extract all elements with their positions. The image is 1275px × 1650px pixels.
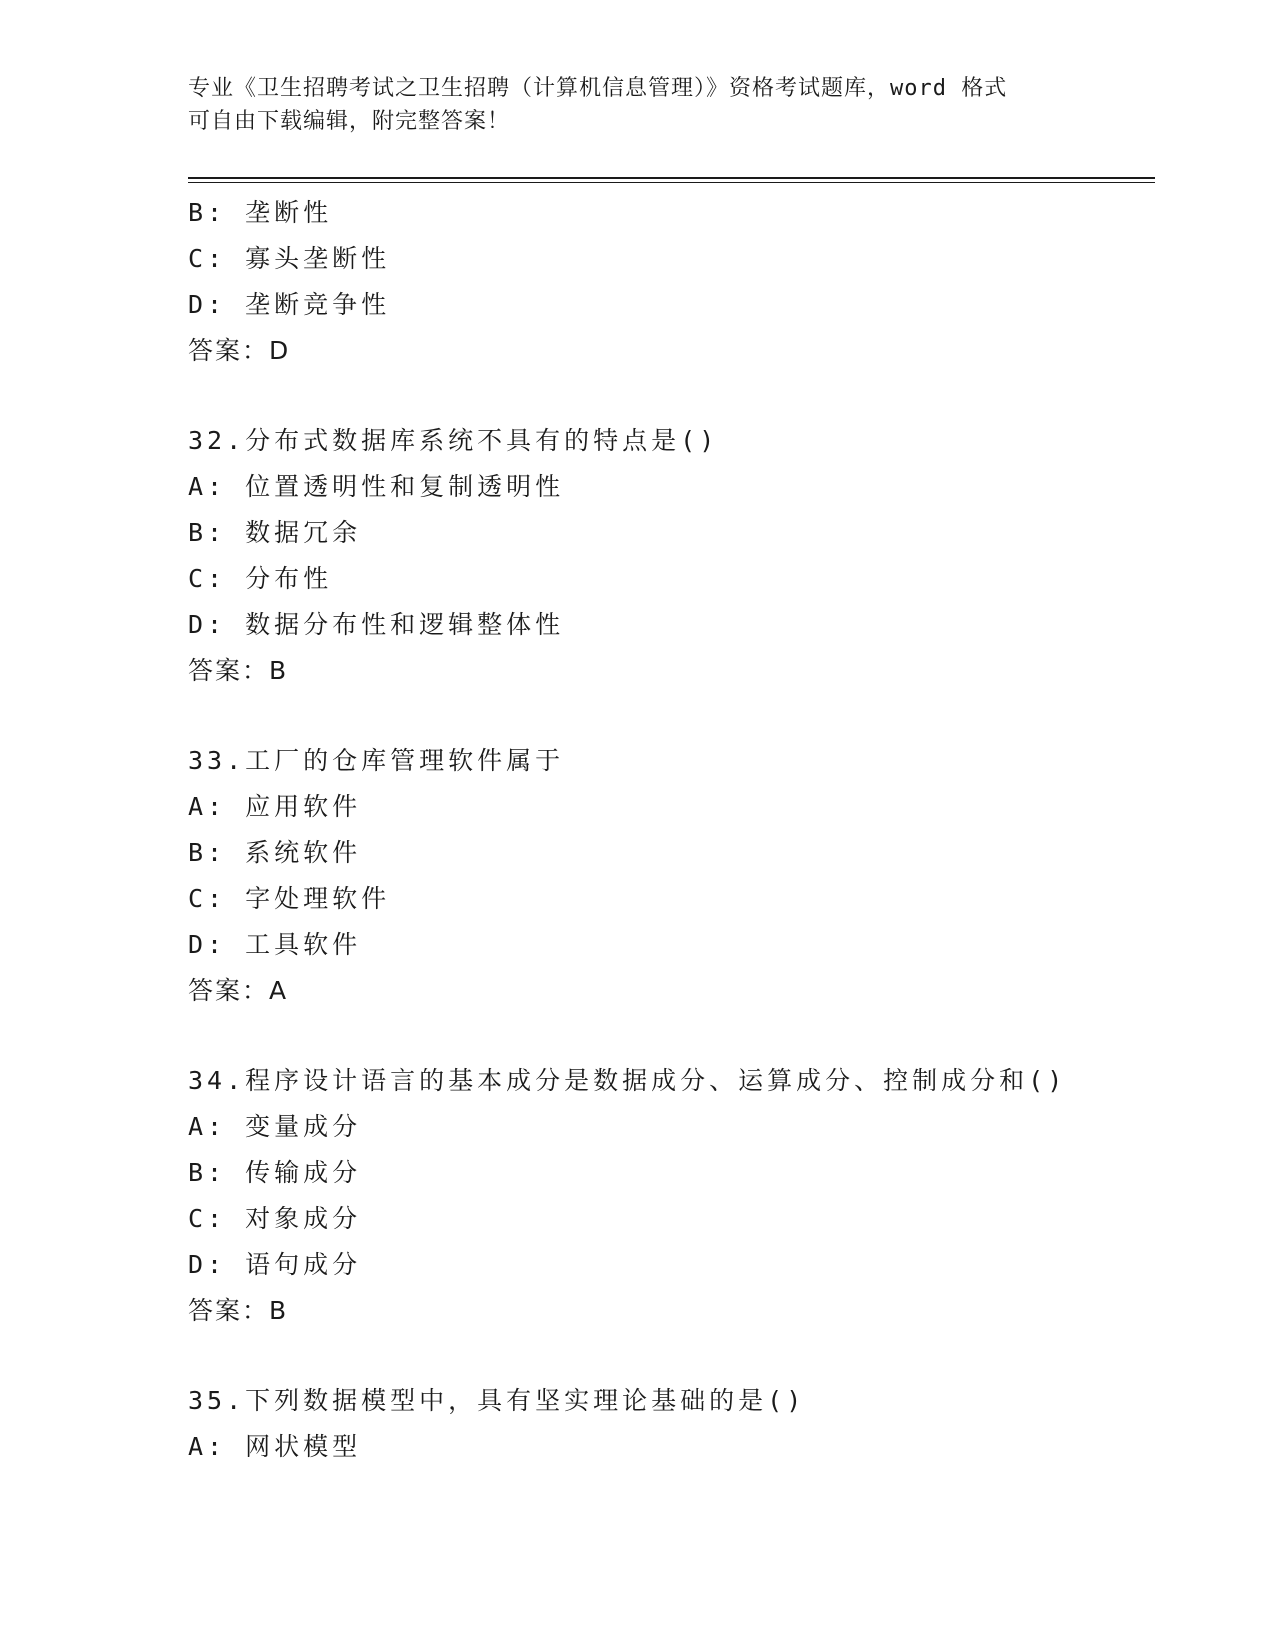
- question-35: [188, 1378, 1155, 1470]
- option-c: C: 对象成分: [188, 1204, 362, 1233]
- answer-line: 答案：A: [188, 976, 289, 1005]
- option-c: C: 寡头垄断性: [188, 244, 391, 273]
- question-32: [188, 418, 1155, 694]
- answer-line: 答案：D: [188, 336, 291, 365]
- option-a: A: 应用软件: [188, 792, 362, 821]
- header-line-1: 专业《卫生招聘考试之卫生招聘（计算机信息管理）》资格考试题库，word 格式: [188, 76, 1008, 101]
- option-d: D: 垄断竞争性: [188, 290, 391, 319]
- spacer: [188, 1014, 1155, 1058]
- question-stem: 33.工厂的仓库管理软件属于: [188, 746, 565, 775]
- question-stem: 32.分布式数据库系统不具有的特点是(): [188, 426, 719, 455]
- document-header: [188, 72, 1068, 138]
- question-31-continuation: [188, 190, 1155, 374]
- option-c: C: 分布性: [188, 564, 333, 593]
- option-a: A: 变量成分: [188, 1112, 362, 1141]
- option-b: B: 数据冗余: [188, 518, 362, 547]
- question-33: [188, 738, 1155, 1014]
- answer-line: 答案：B: [188, 656, 289, 685]
- option-d: D: 语句成分: [188, 1250, 362, 1279]
- question-list: [188, 190, 1155, 1470]
- question-34: [188, 1058, 1155, 1334]
- question-stem: 34.程序设计语言的基本成分是数据成分、运算成分、控制成分和(): [188, 1066, 1067, 1095]
- option-b: B: 传输成分: [188, 1158, 362, 1187]
- option-d: D: 数据分布性和逻辑整体性: [188, 610, 565, 639]
- answer-line: 答案：B: [188, 1296, 289, 1325]
- option-a: A: 位置透明性和复制透明性: [188, 472, 565, 501]
- question-stem: 35.下列数据模型中，具有坚实理论基础的是(): [188, 1386, 806, 1415]
- spacer: [188, 374, 1155, 418]
- option-c: C: 字处理软件: [188, 884, 391, 913]
- option-b: B: 垄断性: [188, 198, 333, 227]
- header-line-2: 可自由下载编辑，附完整答案！: [188, 109, 511, 134]
- option-d: D: 工具软件: [188, 930, 362, 959]
- header-divider-thin: [188, 182, 1155, 183]
- spacer: [188, 694, 1155, 738]
- header-divider: [188, 177, 1155, 179]
- option-a: A: 网状模型: [188, 1432, 362, 1461]
- option-b: B: 系统软件: [188, 838, 362, 867]
- spacer: [188, 1334, 1155, 1378]
